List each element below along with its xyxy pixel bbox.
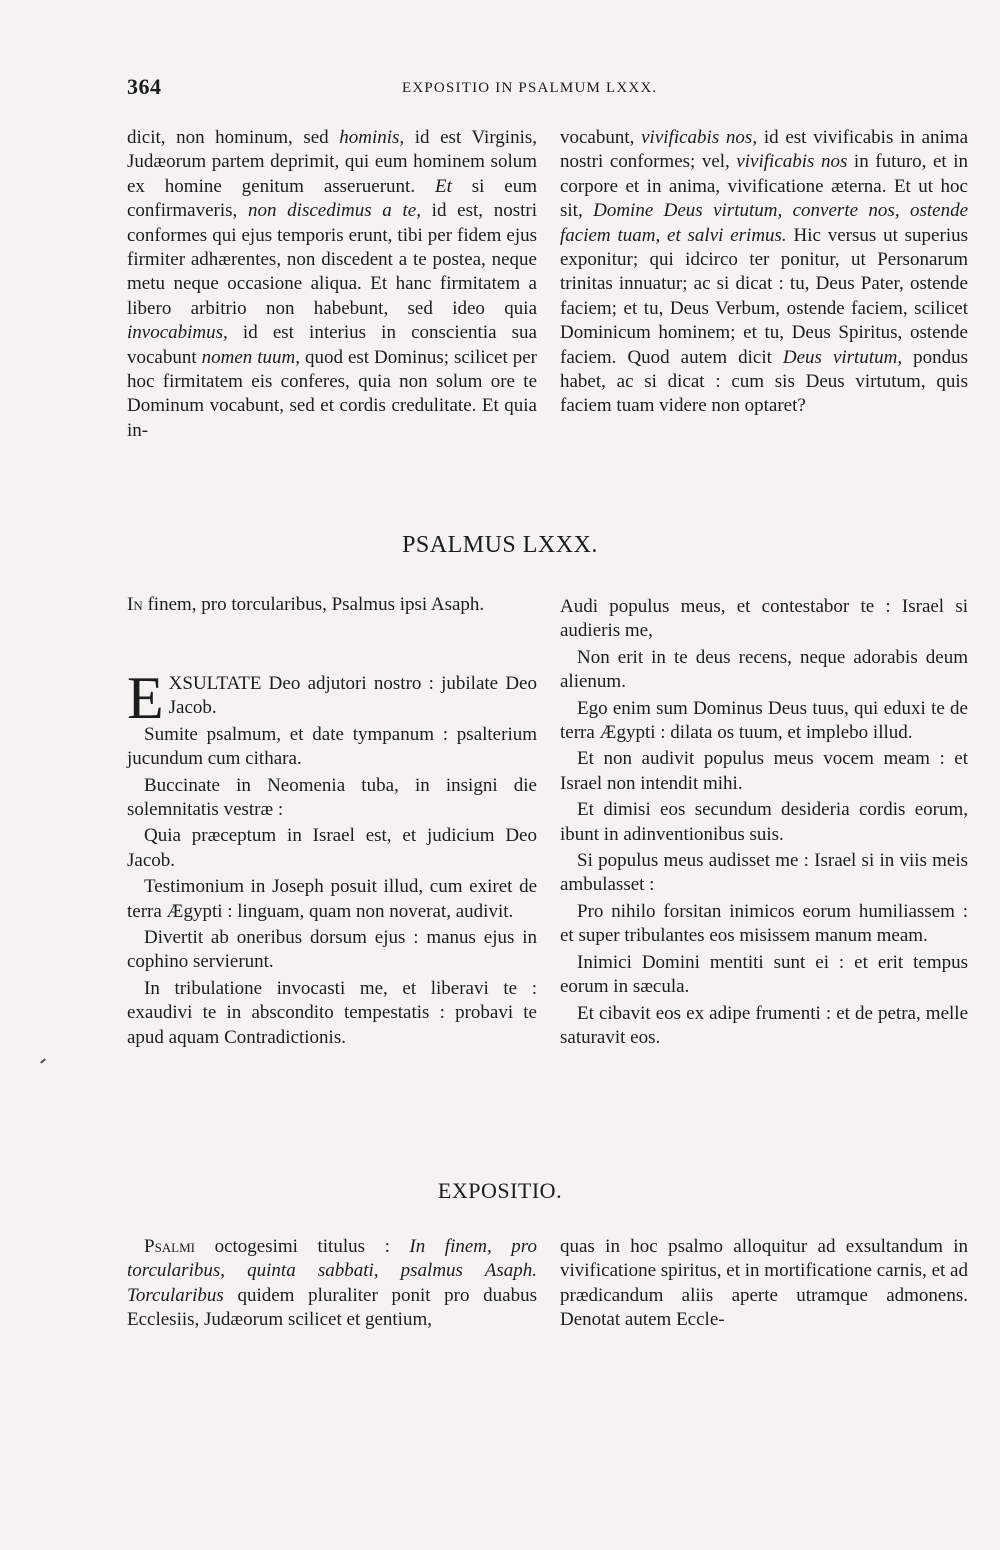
psalm-verse: Et cibavit eos ex adipe frumenti : et de petra, melle saturavit eos. xyxy=(560,1002,968,1048)
psalm-verse: Buccinate in Neomenia tuba, in insigni die solemnitatis vestræ : xyxy=(127,774,537,821)
commentary-run-text: quod est Dominus; scilicet per hoc firmitatem eis conferes, quia non solum ore te Dominum vocabunt, sed et cordis credulitate. Et quia in- xyxy=(127,346,537,441)
psalm-verse: In tribulatione invocasti me, et liberavi te : exaudivi te in abscondito tempestatis : probavi te apud aquam Contradictionis. xyxy=(127,977,537,1048)
commentary-run-text: si eum confirmaveris, xyxy=(127,175,537,222)
commentary-run-italic: nomen tuum, xyxy=(201,346,301,368)
expositio-title: EXPOSITIO. xyxy=(437,1178,563,1203)
ink-mark xyxy=(40,1058,46,1063)
commentary-run-text: dicit, non hominum, sed xyxy=(127,127,340,148)
psalm-verse: Testimonium in Joseph posuit illud, cum exiret de terra Ægypti : linguam, quam non noverat, audivit. xyxy=(127,876,537,922)
left-verse-list xyxy=(127,723,537,1050)
commentary-run-text: Hic versus ut superius exponitur; qui idcirco ter ponitur, ut Personarum trinitas innuatur; ac si dicat : tu, Deus Pater, ostende faciem; et tu, Deus Verbum, ostende faciem, scilicet Dominicum hominem; et tu, Deus Spiritus, ostende faciem. Quod autem dicit xyxy=(560,224,968,368)
running-title: EXPOSITIO IN PSALMUM LXXX. xyxy=(402,80,658,96)
commentary-run-text: in futuro, et in corpore et in anima, vivificatione æterna. Et ut hoc sit, xyxy=(560,151,968,222)
psalm-verse: Inimici Domini mentiti sunt ei : et erit tempus eorum in sæcula. xyxy=(560,951,968,998)
commentary-run-italic: non discedimus a te, xyxy=(247,200,421,222)
commentary-run-text: id est, nostri conformes qui ejus temporis erunt, tibi per fidem ejus firmiter adhærentes, non discedent a te postea, neque metu neque occasione aliqua. Et hanc firmitatem a libero arbitrio non habebunt, sed ideo quia xyxy=(127,200,537,319)
commentary-run-text: id est vivificabis in anima nostri conformes; vel, xyxy=(560,127,968,173)
expositio-run-italic: In finem, pro torcularibus, quinta sabbati, psalmus Asaph. Torcularibus xyxy=(127,1236,537,1306)
psalm-verse: Divertit ab oneribus dorsum ejus : manus ejus in cophino servierunt. xyxy=(127,927,537,973)
right-verse-list xyxy=(560,646,968,1051)
superscription-text: finem, pro torcularibus, Psalmus ipsi Asaph. xyxy=(142,594,485,615)
commentary-paragraph-right xyxy=(560,126,968,419)
commentary-run-text: id est interius in conscientia sua vocabunt xyxy=(127,322,537,368)
expositio-right-column xyxy=(560,1235,968,1333)
running-head xyxy=(127,72,970,102)
psalm-verses-left xyxy=(127,665,537,1052)
psalm-verse: Pro nihilo forsitan inimicos eorum humiliassem : et super tribulantes eos misissem manum meam. xyxy=(560,900,968,947)
psalm-verse: Si populus meus audisset me : Israel si in viis meis ambulasset : xyxy=(560,850,968,896)
commentary-run-text: pondus habet, ac si dicat : cum sis Deus virtutum, quis faciem tuam videre non optaret? xyxy=(560,346,968,417)
psalm-verse: Quia præceptum in Israel est, et judicium Deo Jacob. xyxy=(127,825,537,871)
commentary-run-italic: Deus virtutum, xyxy=(782,346,903,368)
commentary-run-italic: vivificabis nos xyxy=(736,151,848,173)
expositio-left-column xyxy=(127,1235,537,1335)
psalm-verse: Ego enim sum Dominus Deus tuus, qui eduxi te de terra Ægypti : dilata os tuum, et implebo illud. xyxy=(560,697,968,744)
commentary-run-italic: Domine Deus virtutum, converte nos, ostende faciem tuam, et salvi erimus. xyxy=(560,200,969,246)
expositio-smallcaps: Psalmi xyxy=(144,1236,196,1257)
first-verse-text: Deo adjutori nostro : jubilate Deo Jacob. xyxy=(168,673,537,719)
commentary-run-text: vocabunt, xyxy=(560,127,642,148)
commentary-run-italic: Et xyxy=(434,175,452,197)
expositio-run-text: quidem pluraliter ponit pro duabus Ecclesiis, Judæorum scilicet et gentium, xyxy=(127,1284,537,1331)
expositio-run-text: octogesimi titulus : xyxy=(195,1236,410,1257)
expositio-run-text: quas in hoc psalmo alloquitur ad exsultandum in vivificatione spiritus, et in mortificatione carnis, et ad prædicandum aliis aperte utramque admonens. Denotat autem Eccle- xyxy=(560,1236,968,1331)
psalm-verse: Audi populus meus, et contestabor te : Israel si audieris me, xyxy=(560,596,968,642)
drop-cap: E xyxy=(127,665,164,731)
commentary-run-italic: vivificabis nos, xyxy=(641,127,758,148)
commentary-right-column xyxy=(560,126,968,419)
superscription-smallcaps: In xyxy=(127,594,143,615)
commentary-paragraph-left xyxy=(127,126,537,443)
psalm-verse: Et non audivit populus meus vocem meam : et Israel non intendit mihi. xyxy=(560,748,968,794)
psalm-verse: Sumite psalmum, et date tympanum : psalterium jucundum cum cithara. xyxy=(127,723,537,770)
page-number: 364 xyxy=(127,74,162,99)
commentary-run-text: id est Virginis, Judæorum partem deprimit, qui eum hominem solum ex homine genitum asseruerunt. xyxy=(127,127,538,197)
expositio-paragraph-right xyxy=(560,1235,968,1333)
psalm-verses-right xyxy=(560,595,968,1052)
expositio-paragraph-left xyxy=(127,1235,537,1333)
commentary-left-column xyxy=(127,126,537,443)
psalm-verse: Et dimisi eos secundum desideria cordis eorum, ibunt in adinventionibus suis. xyxy=(560,799,968,845)
first-verse-caps: XSULTATE xyxy=(168,673,262,694)
commentary-run-italic: invocabimus, xyxy=(127,322,228,344)
commentary-run-italic: hominis, xyxy=(339,127,405,148)
psalm-superscription xyxy=(127,593,537,619)
psalm-title: PSALMUS LXXX. xyxy=(402,532,598,558)
psalm-first-verse xyxy=(127,665,537,731)
psalm-verse: Non erit in te deus recens, neque adorabis deum alienum. xyxy=(560,646,968,693)
